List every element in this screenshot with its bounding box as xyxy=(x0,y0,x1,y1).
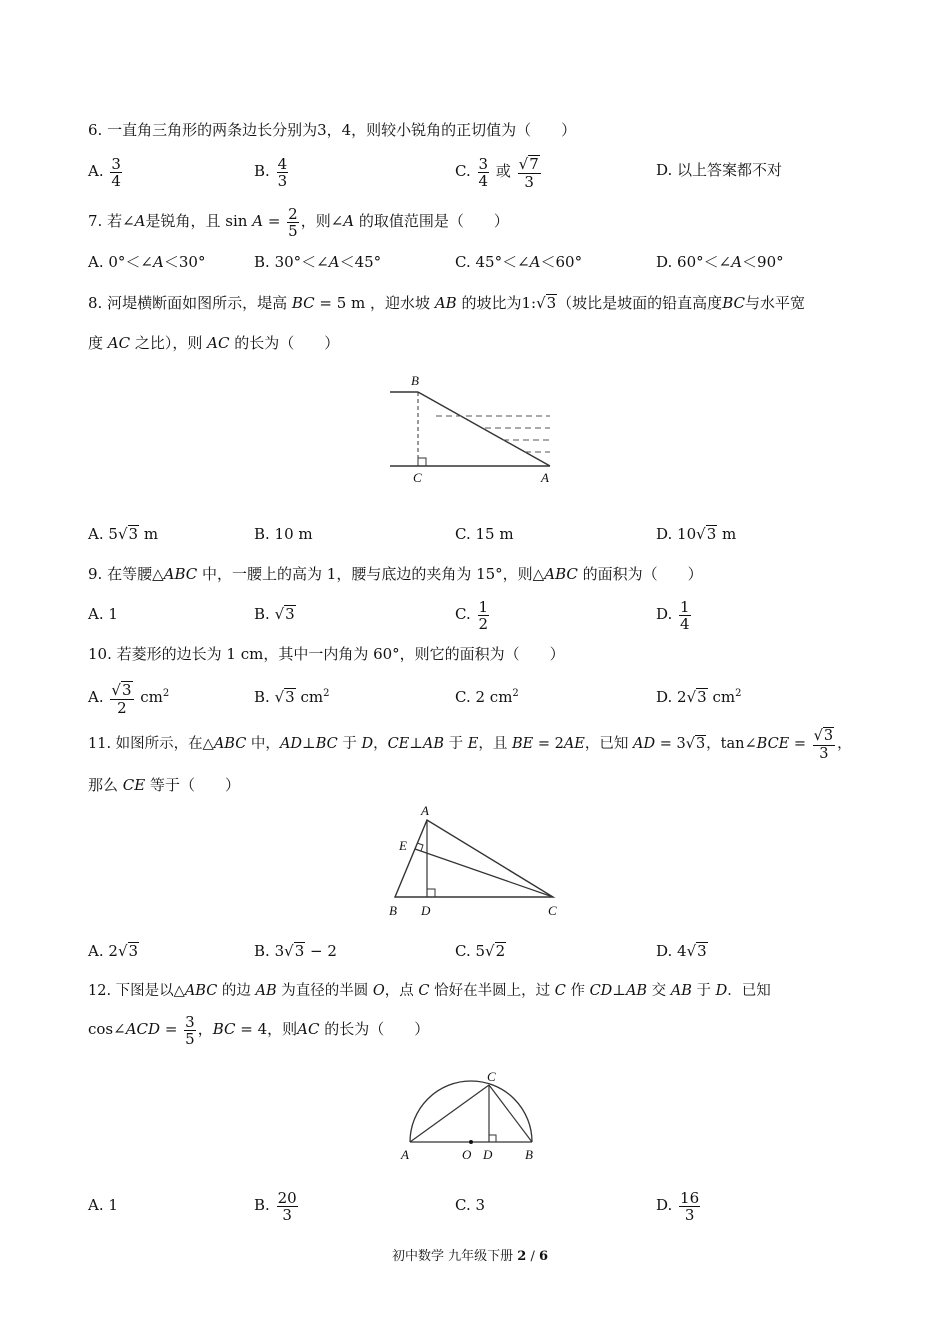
q7-option-b[interactable]: B. 30°＜∠A＜45° xyxy=(254,253,382,271)
q10-option-d[interactable]: D. 2√3 $cm^2$ xyxy=(656,688,742,706)
label-a: A xyxy=(421,803,429,818)
q11-option-a[interactable]: A. 2√3 xyxy=(88,942,139,960)
q8-option-a[interactable]: A. 5√3 m xyxy=(88,525,159,543)
q12-option-b[interactable]: B. $\frac{20}{3}$ xyxy=(254,1188,297,1224)
option-label: A. xyxy=(88,162,104,180)
q7-stem: 7. 若∠A是锐角，且 sin A = $\frac{2}{5}$ ，则∠A 的取值范围是（ ） xyxy=(88,204,509,240)
label-o: O xyxy=(462,1147,472,1162)
q7-option-c[interactable]: C. 45°＜∠A＜60° xyxy=(455,253,583,271)
fraction: $\frac{√7}{3}$ xyxy=(518,154,539,191)
q11-stem-line2: 那么 CE 等于（ ） xyxy=(88,776,240,794)
q6-option-a[interactable] xyxy=(88,150,124,192)
q9-stem: 9. 在等腰△ABC 中，一腰上的高为 1，腰与底边的夹角为 15°，则△ABC 的面积为（ ） xyxy=(88,565,703,583)
q8-option-d[interactable]: D. 10√3 m xyxy=(656,525,737,543)
q12-stem-line2: cos∠ACD = $\frac{3}{5}$ ，BC = 4，则AC 的长为（ ） xyxy=(88,1012,430,1048)
option-label: D. xyxy=(656,161,673,179)
q7-option-d[interactable]: D. 60°＜∠A＜90° xyxy=(656,253,784,271)
label-c: C xyxy=(413,470,422,485)
label-e: E xyxy=(399,838,407,853)
label-a: A xyxy=(541,470,549,485)
q11-option-b[interactable]: B. 3√3 − 2 xyxy=(254,942,337,960)
q10-option-a[interactable]: A. $\frac{√3}{2}$ $cm^2$ xyxy=(88,680,170,717)
q11-triangle-figure xyxy=(385,800,570,922)
q11-stem-line1: 11. 如图所示，在△ABC 中，AD⊥BC 于 D，CE⊥AB 于 E，且 BE = 2AE，已知 AD = 3√3，tan∠BCE = $\frac{√3}{3}$ ， xyxy=(88,727,852,762)
q12-option-a[interactable]: A. 1 xyxy=(88,1196,118,1214)
label-b: B xyxy=(389,903,397,918)
q12-semicircle-figure xyxy=(395,1068,555,1168)
q6-stem: 6. 一直角三角形的两条边长分别为3，4，则较小锐角的正切值为（ ） xyxy=(88,121,577,139)
q8-option-b[interactable]: B. 10 m xyxy=(254,525,313,543)
page-footer: 初中数学 九年级下册 2 / 6 xyxy=(392,1249,549,1264)
label-b: B xyxy=(411,373,419,388)
q8-stem-line2: 度 AC 之比），则 AC 的长为（ ） xyxy=(88,334,340,352)
fraction: $\frac{3}{4}$ xyxy=(478,154,489,190)
q10-stem: 10. 若菱形的边长为 1 cm，其中一内角为 60°，则它的面积为（ ） xyxy=(88,645,565,663)
q8-dike-figure xyxy=(385,370,560,485)
q12-stem-line1: 12. 下图是以△ABC 的边 AB 为直径的半圆 O，点 C 恰好在半圆上，过 C 作 CD⊥AB 交 AB 于 D．已知 xyxy=(88,983,771,999)
q6-option-b[interactable] xyxy=(254,150,290,192)
q11-option-c[interactable]: C. 5√2 xyxy=(455,942,506,960)
q12-option-d[interactable]: D. $\frac{16}{3}$ xyxy=(656,1188,700,1224)
q12-option-c[interactable]: C. 3 xyxy=(455,1196,486,1214)
q6-option-d[interactable] xyxy=(656,160,782,180)
fraction: $\frac{2}{5}$ xyxy=(288,204,298,240)
fraction: $\frac{4}{3}$ xyxy=(277,154,288,190)
option-label: B. xyxy=(254,162,270,180)
fraction: $\frac{3}{4}$ xyxy=(111,154,121,190)
or-text: 或 xyxy=(495,162,511,180)
q6-option-c[interactable] xyxy=(455,148,543,194)
q7-option-a[interactable]: A. 0°＜∠A＜30° xyxy=(88,253,206,271)
option-text: 以上答案都不对 xyxy=(677,161,783,179)
label-d: D xyxy=(483,1147,493,1162)
q9-option-d[interactable]: D. $\frac{1}{4}$ xyxy=(656,597,690,633)
q11-option-d[interactable]: D. 4√3 xyxy=(656,942,707,960)
q10-option-b[interactable]: B. √3 $cm^2$ xyxy=(254,688,330,706)
q9-option-c[interactable]: C. $\frac{1}{2}$ xyxy=(455,597,489,633)
label-c: C xyxy=(548,903,557,918)
q8-option-c[interactable]: C. 15 m xyxy=(455,525,514,543)
q10-option-c[interactable]: C. 2 $cm^2$ xyxy=(455,688,519,706)
label-b: B xyxy=(525,1147,533,1162)
label-d: D xyxy=(421,903,431,918)
q9-option-a[interactable]: A. 1 xyxy=(88,605,118,623)
label-c: C xyxy=(487,1069,496,1084)
label-a: A xyxy=(401,1147,409,1162)
q8-stem-line1: 8. 河堤横断面如图所示，堤高 BC = 5 m ，迎水坡 AB 的坡比为1:√3（坡比是坡面的铅直高度BC与水平宽 xyxy=(88,294,805,312)
option-label: C. xyxy=(455,162,471,180)
q9-option-b[interactable]: B. √3 xyxy=(254,605,295,623)
